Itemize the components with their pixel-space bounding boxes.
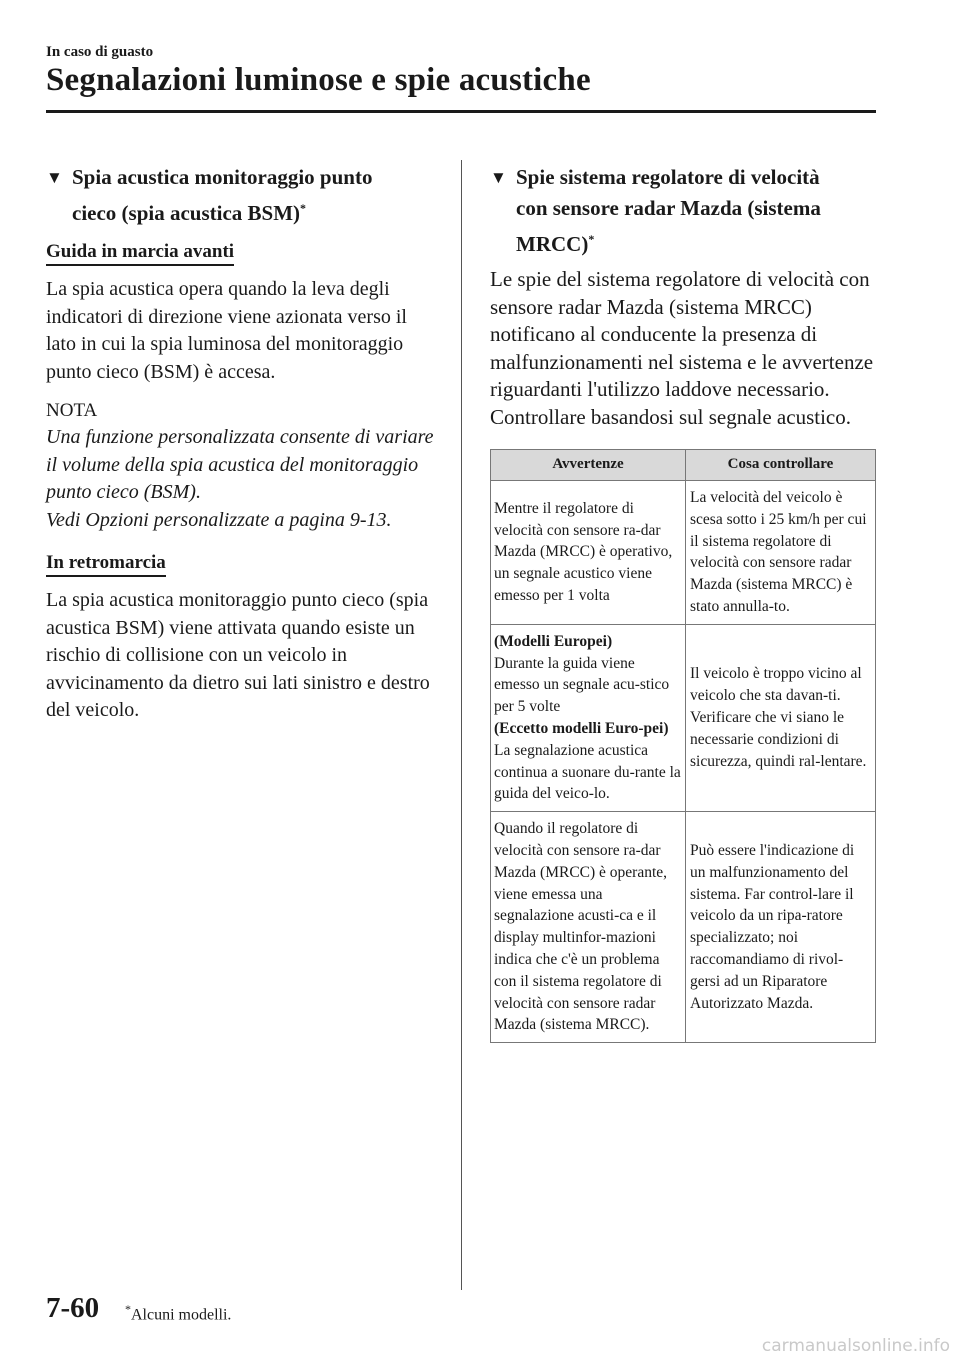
header-check: Cosa controllare (686, 450, 876, 481)
table-header-row (491, 450, 876, 481)
check-cell: La velocità del veicolo è scesa sotto i 25 km/h per cui il sistema regolatore di velocità con sensore radar Mazda (sistema MRCC) è stato annulla-to. (686, 481, 876, 625)
bsm-section-title (46, 162, 438, 229)
mrcc-title-line1: Spie sistema regolatore di velocità (516, 165, 820, 189)
warning-cell (491, 624, 686, 811)
footnote-mark: * (125, 1302, 131, 1316)
left-column (46, 162, 438, 737)
note-line1: Una funzione personalizzata consente di variare il volume della spia acustica del monitoraggio punto cieco (BSM). (46, 426, 434, 503)
column-divider (461, 160, 462, 1290)
triangle-down-icon: ▼ (46, 168, 63, 187)
right-column (490, 162, 876, 1043)
table-row (491, 812, 876, 1043)
mrcc-title-line2: con sensore radar Mazda (sistema (516, 196, 821, 220)
page-title: Segnalazioni luminose e spie acustiche (46, 62, 591, 98)
reverse-paragraph: La spia acustica monitoraggio punto cieco (spia acustica BSM) viene attivata quando esiste un rischio di collisione con un veicolo in avvicinamento da dietro sui lati sinistro e destro del veicolo. (46, 589, 430, 721)
warning-cell: Mentre il regolatore di velocità con sensore ra-dar Mazda (MRCC) è operativo, un segnale acustico viene emesso per 1 volta (491, 481, 686, 625)
footnote-text: Alcuni modelli. (131, 1306, 232, 1324)
mrcc-main-text: Le spie del sistema regolatore di velocità con sensore radar Mazda (sistema MRCC) notificano al conducente la presenza di malfunzionamenti nel sistema e le avvertenze riguardanti l'utilizzo laddove necessario. (490, 267, 874, 401)
section-label: In caso di guasto (46, 44, 154, 60)
warnings-table (490, 449, 876, 1043)
check-cell: Può essere l'indicazione di un malfunzionamento del sistema. Far control-lare il veicolo da un ripa-ratore specializzato; noi raccomandiamo di rivol-gersi ad un Riparatore Autorizzato Mazda. (686, 812, 876, 1043)
model-heading: (Eccetto modelli Euro-pei) (494, 719, 669, 737)
header-rule (46, 110, 876, 113)
mrcc-section-title (490, 162, 876, 260)
bsm-title-mark: * (300, 201, 307, 215)
triangle-down-icon: ▼ (490, 168, 507, 187)
mrcc-paragraph (490, 266, 876, 431)
model-heading: (Modelli Europei) (494, 632, 613, 650)
note-label: NOTA (46, 400, 98, 421)
header-warnings: Avvertenze (491, 450, 686, 481)
subheading-reverse: In retromarcia (46, 550, 166, 577)
bsm-title-line1: Spia acustica monitoraggio punto (72, 165, 373, 189)
warning-text: La segnalazione acustica continua a suonare du-rante la guida del veico-lo. (494, 741, 681, 803)
note-line2: Vedi Opzioni personalizzate a pagina 9-13. (46, 508, 392, 531)
bsm-title-line2: cieco (spia acustica BSM) (72, 201, 301, 225)
mrcc-title-mark: * (588, 232, 595, 246)
mrcc-title-line3: MRCC) (516, 232, 589, 256)
subheading-forward: Guida in marcia avanti (46, 239, 234, 266)
warning-text: Durante la guida viene emesso un segnale acu-stico per 5 volte (494, 654, 670, 716)
footnote (125, 1302, 231, 1324)
watermark: carmanualsonline.info (761, 1336, 950, 1356)
note-text (46, 424, 438, 534)
table-row (491, 624, 876, 811)
page-number: 7-60 (46, 1292, 100, 1324)
forward-paragraph: La spia acustica opera quando la leva degli indicatori di direzione viene azionata verso il lato in cui la spia luminosa del monitoraggio punto cieco (BSM) è accesa. (46, 278, 407, 383)
mrcc-check-text: Controllare basandosi sul segnale acustico. (490, 404, 851, 429)
table-row (491, 481, 876, 625)
check-cell: Il veicolo è troppo vicino al veicolo che sta davan-ti. Verificare che vi siano le necessarie condizioni di sicurezza, quindi ral-lentare. (686, 624, 876, 811)
warning-cell: Quando il regolatore di velocità con sensore ra-dar Mazda (MRCC) è operante, viene emessa una segnalazione acusti-ca e il display multinfor-mazioni indica che c'è un problema con il sistema regolatore di velocità con sensore radar Mazda (sistema MRCC). (491, 812, 686, 1043)
